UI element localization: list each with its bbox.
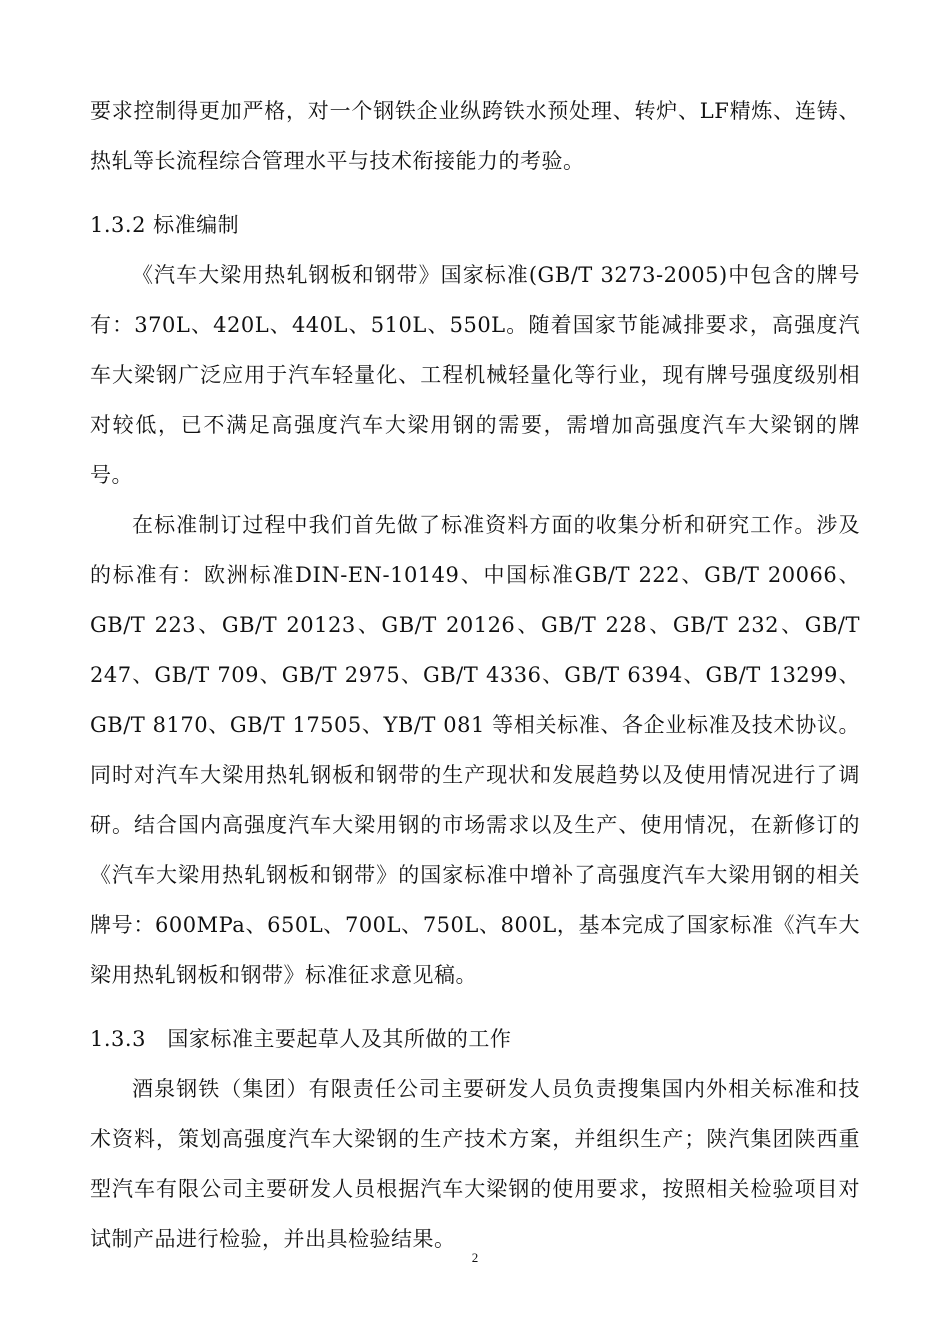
section-heading-1-3-2: 1.3.2 标准编制 — [90, 213, 240, 237]
paragraph-standard-research: 在标准制订过程中我们首先做了标准资料方面的收集分析和研究工作。涉及的标准有：欧洲标准DIN-EN-10149、中国标准GB/T 222、GB/T 20066、GB/T 223、GB/T 20123、GB/T 20126、GB/T 228、GB/T 232、GB/T 247、GB/T 709、GB/T 2975、GB/T 4336、GB/T 6394、GB/T 13299、GB/T 8170、GB/T 17505、YB/T 081 等相关标准、各企业标准及技术协议。同时对汽车大梁用热轧钢板和钢带的生产现状和发展趋势以及使用情况进行了调研。结合国内高强度汽车大梁用钢的市场需求以及生产、使用情况，在新修订的《汽车大梁用热轧钢板和钢带》的国家标准中增补了高强度汽车大梁用钢的相关牌号：600MPa、650L、700L、750L、800L，基本完成了国家标准《汽车大梁用热轧钢板和钢带》标准征求意见稿。 — [90, 513, 860, 987]
document-body — [90, 86, 860, 1264]
section-heading-1-3-3: 1.3.3 国家标准主要起草人及其所做的工作 — [90, 1027, 512, 1051]
paragraph-standard-grades: 《汽车大梁用热轧钢板和钢带》国家标准(GB/T 3273-2005)中包含的牌号有：370L、420L、440L、510L、550L。随着国家节能减排要求，高强度汽车大梁钢广泛应用于汽车轻量化、工程机械轻量化等行业，现有牌号强度级别相对较低，已不满足高强度汽车大梁用钢的需要，需增加高强度汽车大梁钢的牌号。 — [90, 263, 860, 487]
paragraph-intro-continuation: 要求控制得更加严格，对一个钢铁企业纵跨铁水预处理、转炉、LF精炼、连铸、热轧等长流程综合管理水平与技术衔接能力的考验。 — [90, 99, 860, 173]
paragraph-drafters-work: 酒泉钢铁（集团）有限责任公司主要研发人员负责搜集国内外相关标准和技术资料，策划高强度汽车大梁钢的生产技术方案，并组织生产；陕汽集团陕西重型汽车有限公司主要研发人员根据汽车大梁钢的使用要求，按照相关检验项目对试制产品进行检验，并出具检验结果。 — [90, 1077, 860, 1251]
page-number: 2 — [471, 1250, 479, 1265]
